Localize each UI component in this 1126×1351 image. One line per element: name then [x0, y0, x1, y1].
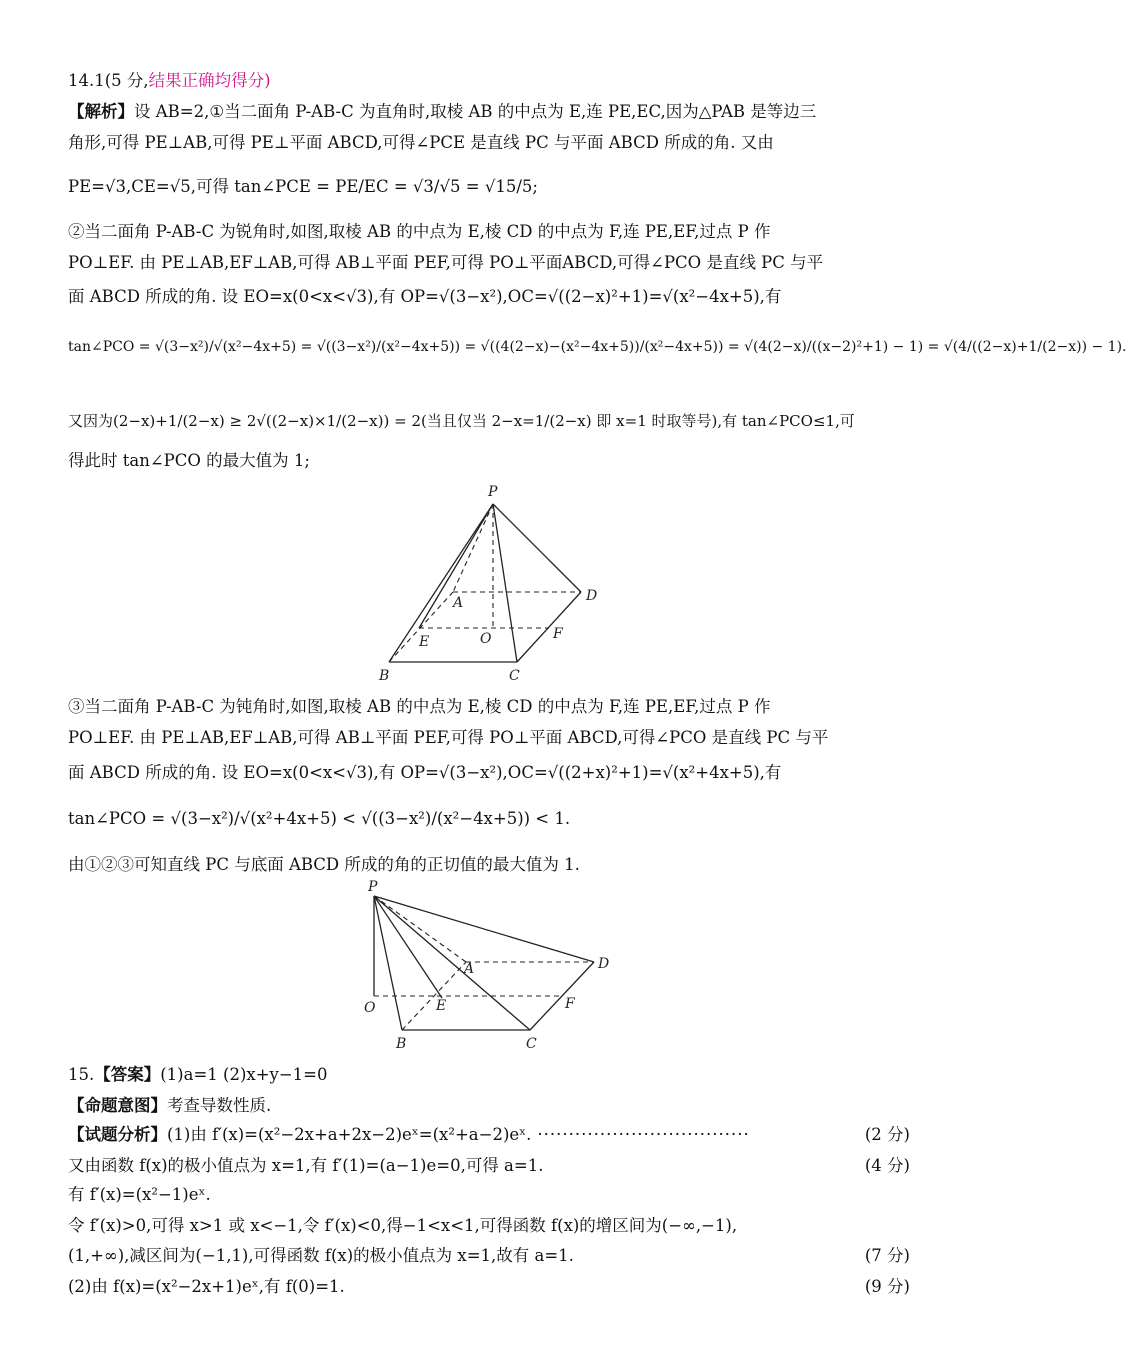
text-line: 令 f′(x)>0,可得 x>1 或 x<−1,令 f′(x)<0,得−1<x<1,可得函数 f(x)的增区间为(−∞,−1),: [68, 1216, 738, 1235]
q15-header: [68, 1064, 910, 1086]
q15-number: 15.: [68, 1065, 95, 1084]
formula-line: PE=√3,CE=√5,可得 tan∠PCE = PE/EC = √3/√5 = √15/5;: [68, 177, 538, 196]
answer-text: (1)a=1 (2)x+y−1=0: [160, 1065, 328, 1084]
text-line: [68, 1276, 910, 1298]
text-line: 得此时 tan∠PCO 的最大值为 1;: [68, 451, 310, 470]
text-line: 有 f′(x)=(x²−1)eˣ.: [68, 1185, 211, 1204]
label-E: E: [436, 998, 447, 1014]
text-span: 设 AB=2,①当二面角 P-AB-C 为直角时,取棱 AB 的中点为 E,连 PE,EC,因为△PAB 是等边三: [134, 102, 817, 121]
label-P: P: [368, 879, 378, 895]
analysis-label: 【试题分析】: [68, 1125, 167, 1144]
label-F: F: [553, 626, 563, 642]
text-line: [68, 1124, 910, 1146]
label-E: E: [419, 634, 430, 650]
text-span: (2)由 f(x)=(x²−2x+1)eˣ,有 f(0)=1.: [68, 1277, 345, 1296]
conclusion-line: 由①②③可知直线 PC 与底面 ABCD 所成的角的正切值的最大值为 1.: [68, 855, 580, 874]
label-F: F: [565, 996, 575, 1012]
text-line: [68, 1245, 910, 1267]
text-line: PO⊥EF. 由 PE⊥AB,EF⊥AB,可得 AB⊥平面 PEF,可得 PO⊥平面ABCD,可得∠PCO 是直线 PC 与平: [68, 253, 824, 272]
pyramid-figure-obtuse: [362, 880, 614, 1055]
q14-header: [68, 70, 910, 92]
label-A: A: [453, 595, 464, 611]
label-D: D: [598, 956, 610, 972]
label-A: A: [464, 961, 475, 977]
label-C: C: [526, 1036, 537, 1052]
answer-label: 【答案】: [94, 1065, 161, 1084]
text-line: ②当二面角 P-AB-C 为锐角时,如图,取棱 AB 的中点为 E,棱 CD 的中点为 F,连 PE,EF,过点 P 作: [68, 222, 771, 241]
score-mark: (4 分): [864, 1156, 910, 1175]
dot-leader: ··································: [537, 1125, 750, 1144]
score-mark: (2 分): [864, 1125, 910, 1144]
score-mark: (9 分): [864, 1277, 910, 1296]
text-span: 又由函数 f(x)的极小值点为 x=1,有 f′(1)=(a−1)e=0,可得 a=1.: [68, 1156, 544, 1175]
label-O: O: [364, 1000, 376, 1016]
text-line: ③当二面角 P-AB-C 为钝角时,如图,取棱 AB 的中点为 E,棱 CD 的中点为 F,连 PE,EF,过点 P 作: [68, 697, 771, 716]
q14-note: 结果正确均得分): [148, 71, 271, 90]
analysis-label: 【解析】: [68, 102, 134, 121]
text-line: 角形,可得 PE⊥AB,可得 PE⊥平面 ABCD,可得∠PCE 是直线 PC 与平面 ABCD 所成的角. 又由: [68, 133, 774, 152]
text-span: (1,+∞),减区间为(−1,1),可得函数 f(x)的极小值点为 x=1,故有 a=1.: [68, 1246, 574, 1265]
label-D: D: [586, 588, 598, 604]
text-line: [68, 1095, 910, 1117]
text-line: 面 ABCD 所成的角. 设 EO=x(0<x<√3),有 OP=√(3−x²),OC=√((2−x)²+1)=√(x²−4x+5),有: [68, 287, 782, 306]
pyramid-figure-acute: [375, 480, 615, 685]
text-line: [68, 101, 910, 123]
formula-line: 又因为(2−x)+1/(2−x) ≥ 2√((2−x)×1/(2−x)) = 2(当且仅当 2−x=1/(2−x) 即 x=1 时取等号),有 tan∠PCO≤1,可: [68, 412, 855, 430]
score-mark: (7 分): [864, 1246, 910, 1265]
text-line: [68, 1155, 910, 1177]
text-line: PO⊥EF. 由 PE⊥AB,EF⊥AB,可得 AB⊥平面 PEF,可得 PO⊥平面 ABCD,可得∠PCO 是直线 PC 与平: [68, 728, 829, 747]
intent-text: 考查导数性质.: [167, 1096, 272, 1115]
label-P: P: [488, 484, 498, 500]
text-line: 面 ABCD 所成的角. 设 EO=x(0<x<√3),有 OP=√(3−x²),OC=√((2+x)²+1)=√(x²+4x+5),有: [68, 763, 782, 782]
text-span: (1)由 f′(x)=(x²−2x+a+2x−2)eˣ=(x²+a−2)eˣ.: [167, 1125, 532, 1144]
intent-label: 【命题意图】: [68, 1096, 167, 1115]
label-B: B: [379, 668, 390, 684]
label-O: O: [480, 631, 492, 647]
label-C: C: [509, 668, 520, 684]
q14-score: 14.1(5 分,: [68, 71, 149, 90]
formula-line: tan∠PCO = √(3−x²)/√(x²+4x+5) < √((3−x²)/(x²−4x+5)) < 1.: [68, 809, 571, 828]
label-B: B: [396, 1036, 407, 1052]
formula-line: tan∠PCO = √(3−x²)/√(x²−4x+5) = √((3−x²)/(x²−4x+5)) = √((4(2−x)−(x²−4x+5))/(x²−4x+5)) = √(4(2−x)/((x−2)²+1) − 1) = √(4/((2−x)+1/(2−x)) − 1).: [68, 339, 1126, 355]
